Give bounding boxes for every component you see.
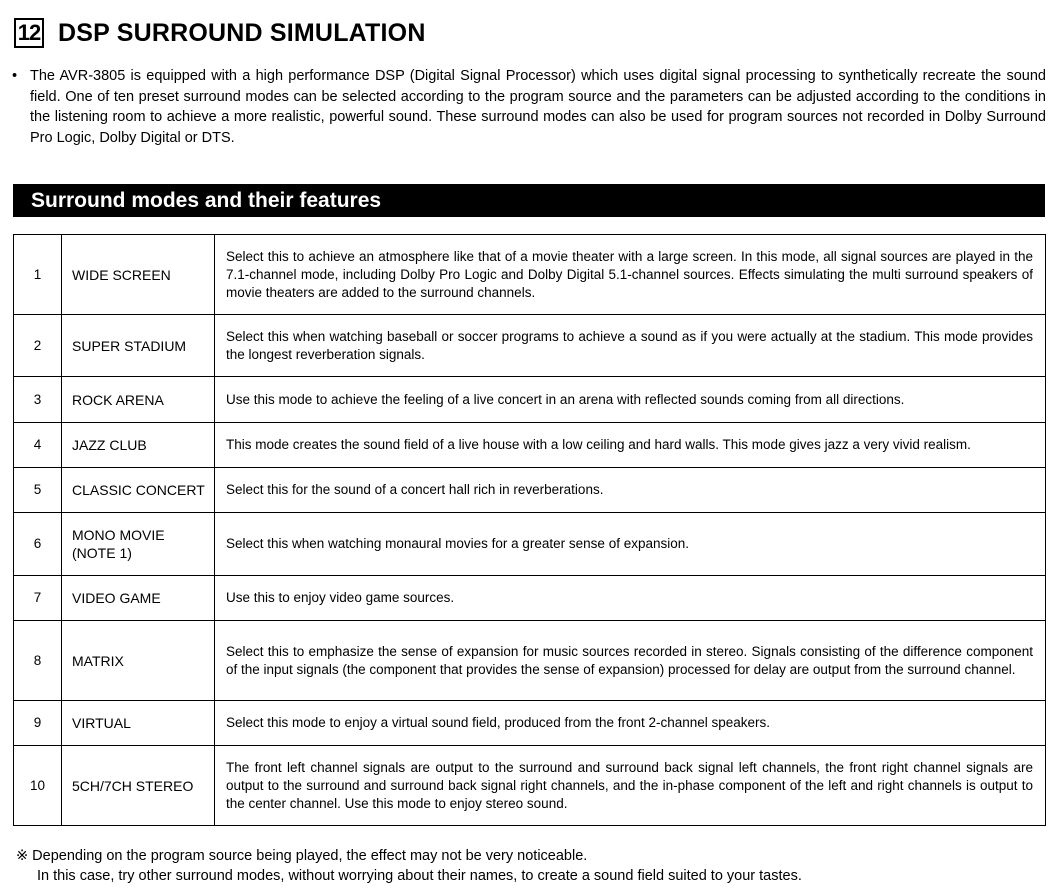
- section-number: 12: [14, 18, 44, 48]
- mode-number: 3: [14, 377, 62, 423]
- table-row: [14, 423, 1046, 468]
- mode-number: 9: [14, 701, 62, 746]
- mode-description: Select this to emphasize the sense of expansion for music sources recorded in stereo. Signals consisting of the difference component of the input signals (the component that provides the sense of expansion) processed for delay are output from the surround channel.: [215, 621, 1046, 701]
- footnote: [16, 846, 1046, 886]
- surround-modes-table: [13, 234, 1046, 826]
- surround-modes-heading: Surround modes and their features: [13, 184, 1045, 217]
- mode-description: Select this mode to enjoy a virtual sound field, produced from the front 2-channel speakers.: [215, 701, 1046, 746]
- mode-description: This mode creates the sound field of a live house with a low ceiling and hard walls. This mode gives jazz a very vivid realism.: [215, 423, 1046, 468]
- mode-name: [62, 377, 215, 423]
- mode-name: [62, 576, 215, 621]
- table-row: [14, 377, 1046, 423]
- footnote-line-1: ※ Depending on the program source being played, the effect may not be very noticeable.: [16, 848, 588, 864]
- mode-name: [62, 315, 215, 377]
- intro-paragraph: [12, 66, 1046, 148]
- section-title: DSP SURROUND SIMULATION: [58, 18, 426, 47]
- table-row: [14, 315, 1046, 377]
- mode-name-text: ROCK ARENA: [72, 391, 164, 408]
- mode-number: 8: [14, 621, 62, 701]
- mode-description: Select this for the sound of a concert hall rich in reverberations.: [215, 468, 1046, 513]
- table-row: [14, 576, 1046, 621]
- intro-text: The AVR-3805 is equipped with a high performance DSP (Digital Signal Processor) which uses digital signal processing to synthetically recreate the sound field. One of ten preset surround modes can be selected according to the program source and the parameters can be adjusted according to the conditions in the listening room to achieve a more realistic, powerful sound. These surround modes can also be used for program sources not recorded in Dolby Surround Pro Logic, Dolby Digital or DTS.: [30, 68, 1046, 146]
- mode-name: [62, 746, 215, 826]
- table-row: [14, 468, 1046, 513]
- footnote-line-2: In this case, try other surround modes, without worrying about their names, to create a sound field suited to your tastes.: [37, 868, 802, 884]
- table-row: [14, 621, 1046, 701]
- mode-number: 6: [14, 513, 62, 576]
- mode-number: 1: [14, 235, 62, 315]
- mode-name-text: MATRIX: [72, 652, 124, 669]
- mode-name-note: (NOTE 1): [72, 545, 132, 561]
- mode-name-text: WIDE SCREEN: [72, 266, 171, 283]
- mode-name-text: CLASSIC CONCERT: [72, 482, 205, 498]
- mode-number: 7: [14, 576, 62, 621]
- mode-number: 4: [14, 423, 62, 468]
- mode-name-text: 5CH/7CH STEREO: [72, 777, 194, 794]
- table-row: [14, 235, 1046, 315]
- mode-description: The front left channel signals are output to the surround and surround back signal left channels, the front right channel signals are output to the surround and surround back signal right channels, and the in-phase component of the left and right channels is output to the center channel. Use this mode to enjoy stereo sound.: [215, 746, 1046, 826]
- mode-name: [62, 423, 215, 468]
- mode-name-text: MONO MOVIE: [72, 527, 165, 543]
- mode-number: 2: [14, 315, 62, 377]
- mode-description: Use this to enjoy video game sources.: [215, 576, 1046, 621]
- mode-name-text: JAZZ CLUB: [72, 437, 147, 453]
- table-row: [14, 701, 1046, 746]
- mode-name-text: VIDEO GAME: [72, 590, 161, 606]
- mode-name: [62, 513, 215, 576]
- bullet-icon: •: [12, 68, 18, 84]
- mode-name: [62, 621, 215, 701]
- mode-name: [62, 701, 215, 746]
- mode-description: Select this when watching monaural movies for a greater sense of expansion.: [215, 513, 1046, 576]
- table-row: [14, 746, 1046, 826]
- mode-name: [62, 235, 215, 315]
- mode-number: 10: [14, 746, 62, 826]
- mode-number: 5: [14, 468, 62, 513]
- mode-name: [62, 468, 215, 513]
- mode-name-text: SUPER STADIUM: [72, 337, 187, 354]
- mode-description: Select this when watching baseball or soccer programs to achieve a sound as if you were actually at the stadium. This mode provides the longest reverberation signals.: [215, 315, 1046, 377]
- mode-name-text: VIRTUAL: [72, 715, 131, 731]
- mode-description: Use this mode to achieve the feeling of a live concert in an arena with reflected sounds coming from all directions.: [215, 377, 1046, 423]
- section-header: [14, 18, 426, 48]
- table-row: [14, 513, 1046, 576]
- mode-description: Select this to achieve an atmosphere like that of a movie theater with a large screen. In this mode, all signal sources are played in the 7.1-channel mode, including Dolby Pro Logic and Dolby Digital 5.1-channel sources. Effects simulating the multi surround speakers of movie theaters are added to the surround channels.: [215, 235, 1046, 315]
